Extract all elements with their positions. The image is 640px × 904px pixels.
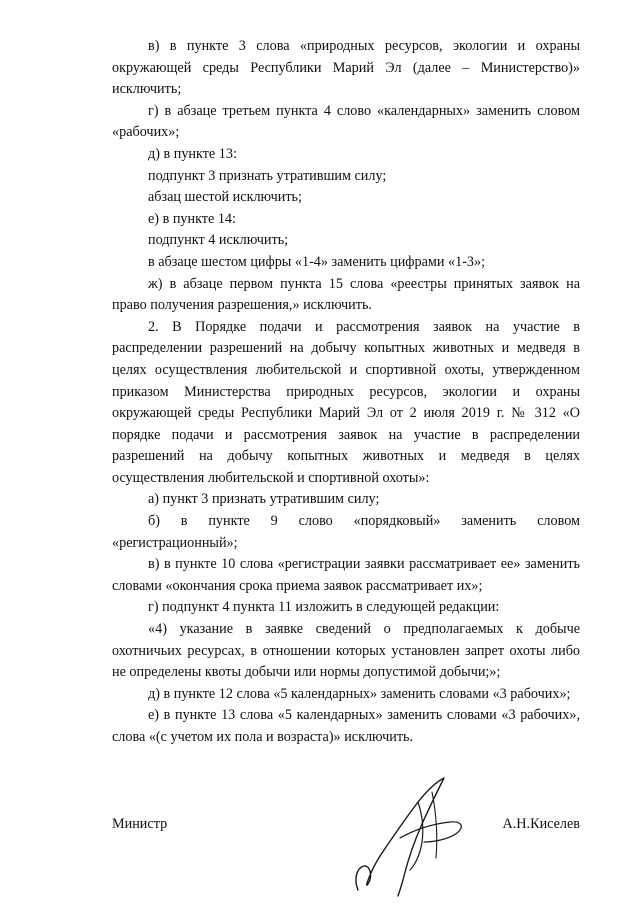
paragraph-2v: в) в пункте 10 слова «регистрации заявки рассматривает ее» заменить словами «окончания срока приема заявок рассматривает их»;: [112, 556, 580, 594]
paragraph-2d: д) в пункте 12 слова «5 календарных» заменить словами «3 рабочих»;: [148, 685, 571, 702]
paragraph-2g: г) подпункт 4 пункта 11 изложить в следующей редакции:: [148, 599, 500, 616]
paragraph-d-sub2: абзац шестой исключить;: [148, 189, 302, 206]
paragraph-d-sub1: подпункт 3 признать утратившим силу;: [148, 167, 387, 184]
paragraph-2b: б) в пункте 9 слово «порядковый» заменить словом «регистрационный»;: [112, 513, 580, 551]
paragraph-zh: ж) в абзаце первом пункта 15 слова «реестры принятых заявок на право получения разрешения,» исключить.: [112, 275, 580, 314]
signature-block: [112, 816, 580, 846]
paragraph-2a: а) пункт 3 признать утратившим силу;: [148, 491, 380, 508]
signatory-name: А.Н.Киселев: [502, 816, 580, 832]
paragraph-g: г) в абзаце третьем пункта 4 слово «календарных» заменить словом «рабочих»;: [112, 102, 580, 141]
document-body: [112, 36, 580, 749]
paragraph-v: в) в пункте 3 слова «природных ресурсов, экологии и охраны окружающей среды Республики Марий Эл (далее – Министерство)» исключить;: [112, 38, 580, 98]
paragraph-2e: е) в пункте 13 слова «5 календарных» заменить словами «3 рабочих», слова «(с учетом их пола и возраста)» исключить.: [112, 707, 580, 745]
paragraph-section-2: 2. В Порядке подачи и рассмотрения заявок на участие в распределении разрешений на добычу копытных животных и медведя в целях осуществления любительской и спортивной охоты, утвержденном приказом Министерства природных ресурсов, экологии и охраны окружающей среды Республики Марий Эл от 2 июля 2019 г. № 312 «О порядке подачи и рассмотрения заявок на участие в распределении разрешений на добычу копытных животных и медведя в целях осуществления любительской и спортивной охоты»:: [112, 318, 580, 486]
paragraph-e: е) в пункте 14:: [148, 210, 236, 227]
paragraph-d: д) в пункте 13:: [148, 145, 237, 162]
paragraph-e-sub2: в абзаце шестом цифры «1-4» заменить цифрами «1-3»;: [148, 253, 486, 270]
paragraph-2g-quote: «4) указание в заявке сведений о предполагаемых к добыче охотничьих ресурсах, в отношении которых установлен запрет охоты либо не определены квоты добычи или нормы допустимой добычи;»;: [112, 621, 580, 681]
signatory-title: Министр: [112, 816, 168, 832]
paragraph-e-sub1: подпункт 4 исключить;: [148, 232, 289, 249]
